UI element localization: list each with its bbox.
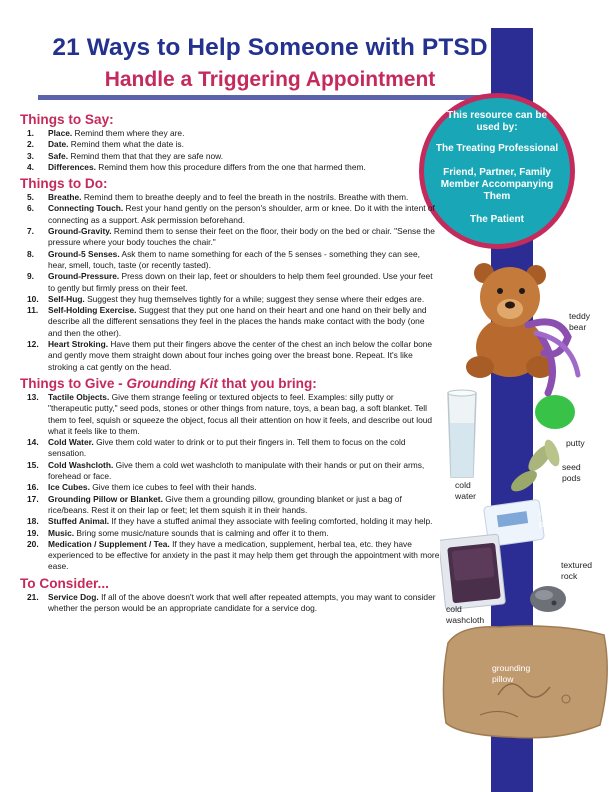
list-item: 8. Ground-5 Senses. Ask them to name something for each of the 5 senses - something they can see, hear, smell, touch, taste (or recently tasted). [27, 248, 420, 270]
list-item: 12. Heart Stroking. Have them put their fingers above the center of the chest an inch below the collar bone and gently move them straight down about four inches going over the breast bone. Repeat. It's like stroking a cat gently on the head. [27, 339, 433, 372]
list-item: 3. Safe. Remind them that that they are safe now. [27, 150, 224, 161]
washcloth-illustration [440, 534, 505, 610]
list-things-to-say [20, 128, 440, 173]
list-item: 9. Ground-Pressure. Press down on their lap, feet or shoulders to help them feel grounded. Use your feet to gently but firmly press on their feet. [27, 271, 433, 293]
textured-rock-illustration [530, 586, 566, 612]
label-textured-rock: textured rock [561, 560, 593, 581]
list-item: 18. Stuffed Animal. If they have a stuffed animal they associate with feeling comforted, holding it may help. [27, 516, 433, 527]
list-item: 2. Date. Remind them what the date is. [27, 139, 184, 150]
list-item: 14. Cold Water. Give them cold water to drink or to put their fingers in. Tell them to focus on the cold sensation. [27, 437, 406, 459]
resource-intro: This resource can be used by: [446, 110, 548, 133]
section-heading-do: Things to Do: [20, 176, 108, 192]
list-item: 20. Medication / Supplement / Tea. If they have a medication, supplement, herbal tea, etc. they have experienced to be effective for anxiety in the past it may help them get through the appointment with more ease. [27, 538, 440, 572]
list-item: 21. Service Dog. If all of the above doesn't work that well after repeated attempts, you may want to consider whether the person would be an appropriate candidate for a service dog. [27, 591, 436, 613]
list-item: 10. Self-Hug. Suggest they hug themselves tightly for a while; suggest they sense where their edges are. [27, 293, 425, 304]
list-item: 4. Differences. Remind them how this procedure differs from the one that harmed them. [27, 161, 366, 172]
teddy-bear-illustration [466, 263, 578, 393]
water-glass-illustration [448, 390, 476, 477]
list-things-to-do [20, 192, 440, 373]
page-subtitle: Handle a Triggering Appointment [104, 68, 436, 91]
list-item: 11. Self-Holding Exercise. Suggest that they put one hand on their heart and one hand on their belly and describe all the different sensations they feel in the places the hands make contact with the body (one and then the other). [27, 305, 427, 338]
list-to-consider [20, 592, 440, 615]
list-item: 6. Connecting Touch. Rest your hand gently on the person's shoulder, arm or knee. Do it with the intent of connecting as a support. Ask permission beforehand. [27, 203, 435, 225]
section-heading-consider: To Consider... [20, 575, 109, 591]
label-ice-pack: ice pack [539, 508, 558, 529]
list-item: 19. Music. Bring some music/nature sounds that is calming and offer it to them. [27, 527, 329, 538]
title-divider [38, 95, 498, 100]
seed-pods-illustration [508, 438, 563, 496]
list-item: 1. Place. Remind them where they are. [27, 128, 185, 138]
list-item: 5. Breathe. Remind them to breathe deeply and to feel the breath in the nostrils. Breathe with them. [27, 192, 409, 203]
label-putty: putty [566, 438, 585, 448]
list-item: 15. Cold Washcloth. Give them a cold wet washcloth to manipulate with their hands or put on their arms, forehead or face. [27, 459, 425, 482]
label-seed-pods: seed pods [562, 462, 581, 483]
label-cold-water: cold water [455, 480, 477, 501]
label-cold-washcloth: cold washcloth [446, 604, 485, 625]
resource-audience-badge [419, 93, 575, 249]
label-teddy-bear: teddy bear [569, 311, 591, 332]
grounding-kit-illustrations [440, 255, 612, 792]
section-heading-say: Things to Say: [20, 112, 114, 127]
label-grounding-pillow: grounding pillow [492, 663, 531, 684]
page-title: 21 Ways to Help Someone with PTSD [52, 34, 488, 61]
list-item: 7. Ground-Gravity. Remind them to sense their feet on the floor, their body on the bed or chair. "Sense the pressure where your body touches the chair." [27, 226, 435, 248]
list-things-to-give [20, 392, 440, 573]
section-heading-give: Things to Give - Grounding Kit that you bring: [20, 375, 317, 391]
list-item: 16. Ice Cubes. Give them ice cubes to feel with their hands. [27, 482, 257, 493]
putty-illustration [535, 395, 575, 429]
list-item: 17. Grounding Pillow or Blanket. Give them a grounding pillow, grounding blanket or just a bag of rice/beans. Rest it on their lap or feet; let them squish it in their hands. [27, 493, 402, 515]
list-item: 13. Tactile Objects. Give them strange feeling or textured objects to feel. Examples: silly putty or "therapeutic putty," seed pods, stones or other things from nature, toys, a bean bag, a soft blanket. Tell them to feel, squish or squeeze the object, focus all their attention on how it feels, and describe out loud what it feels like to them. [27, 391, 433, 436]
audience-companion: Friend, Partner, Family Member Accompanying Them [440, 167, 554, 202]
audience-patient: The Patient [470, 214, 524, 225]
tips-content [20, 112, 440, 616]
audience-professional: The Treating Professional [435, 143, 559, 154]
